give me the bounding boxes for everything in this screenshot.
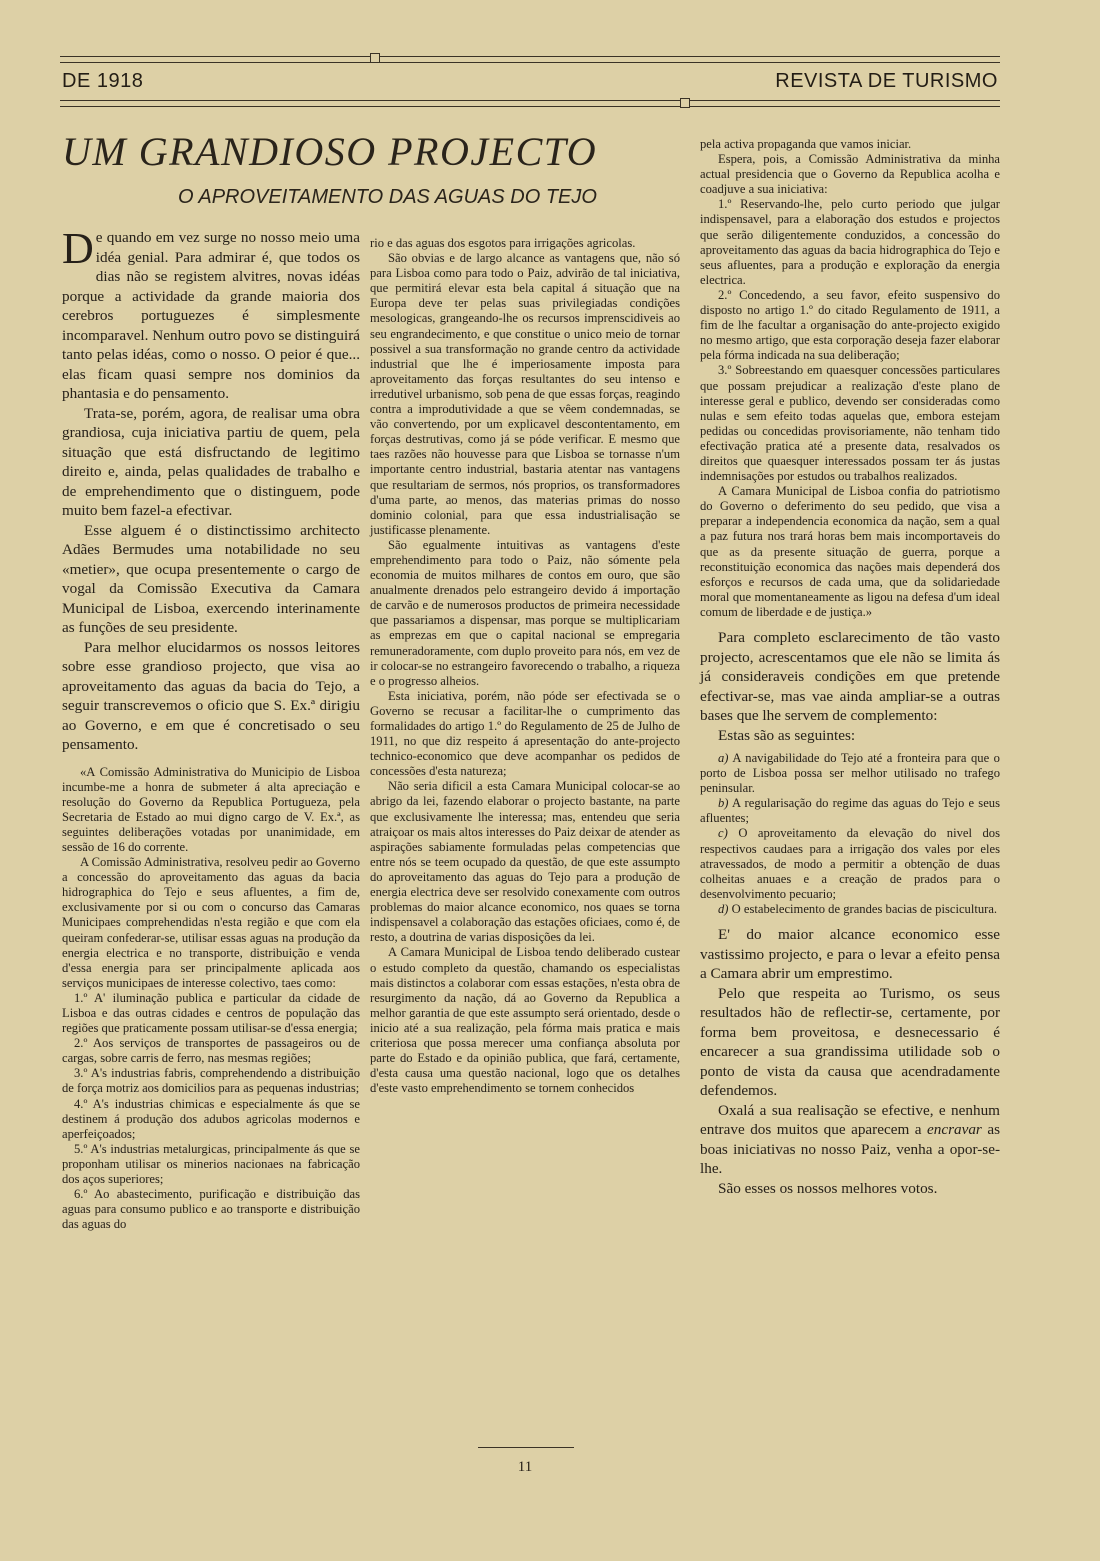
bases-item-mark: c)	[718, 826, 728, 841]
letter-item: 4.º A's industrias chimicas e especialmente ás que se destinem á produção dos adubos agricolas modernos e aperfeiçoados;	[62, 1096, 360, 1141]
emphasized-word: encravar	[927, 1121, 982, 1139]
intro-paragraph: Para melhor elucidarmos os nossos leitores sobre esse grandioso projecto, que visa ao aproveitamento das aguas da bacia do Tejo, a seguir transcrevemos o oficio que S. Ex.ª dirigiu ao Governo, e em que é concretisado o seu pensamento.	[62, 638, 360, 753]
letter-item: 6.º Ao abastecimento, purificação e distribuição das aguas para consumo publico e ao transporte e distribuição das aguas do	[62, 1187, 360, 1232]
official-letter	[62, 765, 360, 1233]
header-rule-bottom	[60, 100, 1000, 107]
commentary-paragraph: Estas são as seguintes:	[718, 726, 856, 744]
bases-item-mark: d)	[718, 901, 729, 916]
bases-item: b) A regularisação do regime das aguas do Tejo e seus afluentes;	[700, 796, 1000, 826]
letter-paragraph: A Camara Municipal de Lisboa tendo deliberado custear o estudo completo da questão, chamando os especialistas mais distinctos a colaborar com essas estações, n'esta obra de resurgimento da nação, dá ao Governo da Republica a melhor garantia de que este assumpto será orientado, desde o inicio até a sua realização, pela fórma mais pratica e mais criteriosa que possa merecer uma confiança absoluta por parte do Estado e da opinião publica, que fará, certamente, d'esta causa uma questão nacional, logo que os detalhes d'este vasto emprehendimento se tornem conhecidos	[370, 945, 680, 1096]
letter-paragraph: Espera, pois, a Comissão Administrativa da minha actual presidencia que o Governo da Republica acolha e coadjuve a sua iniciativa:	[700, 152, 1000, 197]
intro-paragraph: Trata-se, porém, agora, de realisar uma obra grandiosa, cuja iniciativa partiu de quem, pela situação que está disfructando de legitimo direito e, ainda, pelas qualidades de trabalho e de emprehendimento que o distinguem, pode muito bem fazel-a efectivar.	[62, 404, 360, 519]
drop-cap: D	[62, 224, 94, 273]
column-middle	[370, 236, 680, 1096]
letter-paragraph: Esta iniciativa, porém, não póde ser efectivada se o Governo se recusar a facilitar-lhe o cumprimento das formalidades do artigo 1.º do Regulamento de 25 de Julho de 1911, no que diz respeito á apresentação do ante-projecto technico-economico que deve acompanhar os pedidos de concessões d'esta natureza;	[370, 688, 680, 779]
bases-item: a) A navigabilidade do Tejo até a fronteira para que o porto de Lisboa possa ser melhor utilisado no trafego peninsular.	[700, 751, 1000, 796]
closing-paragraph: São esses os nossos melhores votos.	[718, 1179, 938, 1197]
header-rule-top	[60, 56, 1000, 63]
letter-paragraph: A Camara Municipal de Lisboa confia do patriotismo do Governo o deferimento do seu pedido, que visa a preparar a independencia economica da nação, sem a qual a paz futura nos trará horas bem mais incomportaveis do que as da presente situação de guerra, porque a reconstituição economica das nações mais dependerá dos esforços e recursos de cada uma, que da solidariedade moral que momentaneamente as ligou na defesa d'um ideal comum de liberdade e de justiça.»	[700, 484, 1000, 619]
header-magazine-title: REVISTA DE TURISMO	[775, 70, 998, 92]
column-right	[700, 137, 1000, 1198]
commentary	[700, 628, 1000, 745]
bases-item: d) O estabelecimento de grandes bacias de piscicultura.	[718, 901, 998, 916]
rule-ornament	[370, 53, 380, 63]
header-date: DE 1918	[62, 70, 144, 92]
column-left	[62, 224, 360, 1232]
article-title: UM GRANDIOSO PROJECTO	[62, 129, 598, 174]
closing-paragraph: E' do maior alcance economico esse vastissimo projecto, e para o levar a efeito pensa a Camara abrir um emprestimo.	[700, 926, 1000, 983]
letter-paragraph: «A Comissão Administrativa do Municipio de Lisboa incumbe-me a honra de submeter á alta apreciação e resolução do Governo da Republica Portugueza, pela Secretaria de Estado ao mui digno cargo de V. Ex.ª, as seguintes deliberações votadas por unanimidade, em sessão de 16 do corrente.	[62, 764, 360, 854]
letter-paragraph: São egualmente intuitivas as vantagens d'este emprehendimento para todo o Paiz, não sómente pela economia de muitos milhares de contos em ouro, que são anualmente drenados pelo estrangeiro devido á importação de carvão e de numerosos productos de primeira necessidade que passariamos a dispensar, mas porque se multiplicariam as emprezas em que o capital nacional se empregaria remuneradoramente, com duplo proveito para nós, em vez de ir colocar-se no estrangeiro favorecendo o trabalho, a riqueza e o progresso alheios.	[370, 537, 680, 688]
letter-paragraph: pela activa propaganda que vamos iniciar.	[700, 137, 912, 151]
letter-paragraph: rio e das aguas dos esgotos para irrigações agricolas.	[370, 236, 636, 250]
intro-paragraph: De quando em vez surge no nosso meio uma idéa genial. Para admirar é, que todos os dias não se registem alvitres, novas idéas porque a actividade da grande maioria dos cerebros portuguezes é simplesmente incomparavel. Nenhum outro povo se distinguirá tanto pelas idéas, como o nosso. O peior é que... elas ficam quasi sempre nos dominios da phantasia e do pensamento.	[62, 224, 360, 402]
bases-item: c) O aproveitamento da elevação do nivel dos respectivos caudaes para a irrigação dos vales por eles atravessados, de modo a permitir a obtenção de duas colheitas anuaes e a creação de prados para o desenvolvimento pecuario;	[700, 826, 1000, 901]
letter-item: 3.º A's industrias fabris, comprehendendo a distribuição de força motriz aos domicilios para as pequenas industrias;	[62, 1066, 360, 1096]
commentary-paragraph: Para completo esclarecimento de tão vasto projecto, acrescentamos que ele não se limita ás já consideraveis condições em que pretende efectivar-se, mas vae ainda ampliar-se a outras bases que lhe servem de complemento:	[700, 629, 1000, 724]
rule-ornament	[680, 98, 690, 108]
letter-paragraph: Não seria dificil a esta Camara Municipal colocar-se ao abrigo da lei, fazendo elaborar o projecto bastante, na parte que exclusivamente lhe interessa; mas, entendeu que seria atraiçoar os mais altos interesses do Paiz deixar de atender as aspirações sabiamente formuladas pelas competencias que entre nós se teem ocupado da questão, de que este assumpto do aproveitamento das aguas do Tejo para a produção de energia electrica deve ser resolvido conexamente com outros problemas do maior alcance economico, nos quaes se torna indispensavel a colaboração das estações oficiaes, como é, de resto, a doutrina de varias disposições da lei.	[370, 779, 680, 945]
closing-paragraph: Pelo que respeita ao Turismo, os seus resultados hão de reflectir-se, certamente, por forma bem proveitosa, e desnecessario é encarecer a sua grandissima utilidade sob o ponto de vista da causa que acendradamente defendemos.	[700, 984, 1000, 1100]
article-subtitle: O APROVEITAMENTO DAS AGUAS DO TEJO	[178, 186, 597, 208]
bases-list	[700, 751, 1000, 917]
intro-paragraph: Esse alguem é o distinctissimo architecto Adães Bermudes uma notabilidade no seu «metier», que ocupa presentemente o cargo de vogal da Comissão Executiva da Camara Municipal de Lisboa, exercendo interinamente as funções de seu presidente.	[62, 521, 360, 636]
page-number: 11	[517, 1459, 533, 1475]
letter-item: 5.º A's industrias metalurgicas, principalmente ás que se proponham utilisar os minerios nacionaes na fabricação dos aços superiores;	[62, 1141, 360, 1187]
letter-paragraph: A Comissão Administrativa, resolveu pedir ao Governo a concessão do aproveitamento das aguas da bacia hidrographica do Tejo e seus afluentes, a fim de, exclusivamente por si ou com o concurso das Camaras Municipaes comprehendidas n'esta região e que com ela queiram confederar-se, utilisar essas aguas na produção da energia electrica e no transporte, distribuição e venda d'essa energia para ser principalmente aplicada aos serviços municipaes de interesse colectivo, taes como:	[62, 855, 360, 990]
letter-item: 3.º Sobreestando em quaesquer concessões particulares que possam prejudicar a realização d'este plano de interesse geral e publico, devendo ser consideradas como nulas e sem efeito todas aquelas que, embora estejam pedidas ou concedidas provisoriamente, não tenham tido efectivação pratica até a presente data, resalvados os direitos que quaesquer interessados possam ter ás justas indemnisações por estudos ou trabalhos realizados.	[700, 363, 1000, 484]
letter-item: 2.º Concedendo, a seu favor, efeito suspensivo do disposto no artigo 1.º do citado Regulamento de 1911, a fim de lhe facultar a organisação do ante-projecto exigido no mesmo artigo, que esta corporação deseja fazer elaborar pela fórma indicada na sua deliberação;	[700, 287, 1000, 363]
closing-section	[700, 925, 1000, 1198]
footer-rule	[478, 1447, 574, 1448]
letter-paragraph: São obvias e de largo alcance as vantagens que, não só para Lisboa como para todo o Paiz, advirão de tal iniciativa, que permitirá elevar esta bela capital á situação que na Europa deve ter pelas suas privilegiadas condições mesologicas, grangeando-lhe os recursos imprenscidiveis ao seu engrandecimento, e que constitue o unico meio de tornar possivel a sua transformação no grande centro da actividade industrial que lhe é imperiosamente imposta para aproveitamento das forças resultantes do seu intenso e irredutivel urbanismo, sob pena de que essas forças, reagindo contra a improdutividade a que se vêem condemnadas, se vão convertendo, por um explicavel descontentamento, em forças destrutivas, como já se póde verificar. E mesmo que taes razões não houvesse para que Lisboa se tornasse n'um importante centro industrial, bastaria atentar nas vantagens que resultariam de sermos, nós proprios, os transformadores d'uma parte, ao menos, das materias primas do nosso dominio colonial, para que essa industrialisação se justificasse plenamente.	[370, 251, 680, 537]
closing-paragraph: Oxalá a sua realisação se efective, e nenhum entrave dos muitos que aparecem a encravar as boas iniciativas no nosso Paiz, venha a opor-se-lhe.	[700, 1101, 1000, 1178]
letter-item: 1.º A' iluminação publica e particular da cidade de Lisboa e das outras cidades e centros de população das regiões que praticamente possam utilisar-se d'essa energia;	[62, 990, 360, 1036]
letter-item: 2.º Aos serviços de transportes de passageiros ou de cargas, sobre carris de ferro, nas mesmas regiões;	[62, 1036, 360, 1066]
intro-section	[62, 224, 360, 755]
bases-item-mark: a)	[718, 751, 729, 765]
bases-item-mark: b)	[718, 796, 729, 811]
letter-item: 1.º Reservando-lhe, pelo curto periodo que julgar indispensavel, para a elaboração dos estudos e projectos que serão diligentemente conduzidos, a concessão do aproveitamento das aguas da bacia hidrographica do Tejo e seus afluentes, para a produção e exploração da energia electrica.	[700, 197, 1000, 287]
